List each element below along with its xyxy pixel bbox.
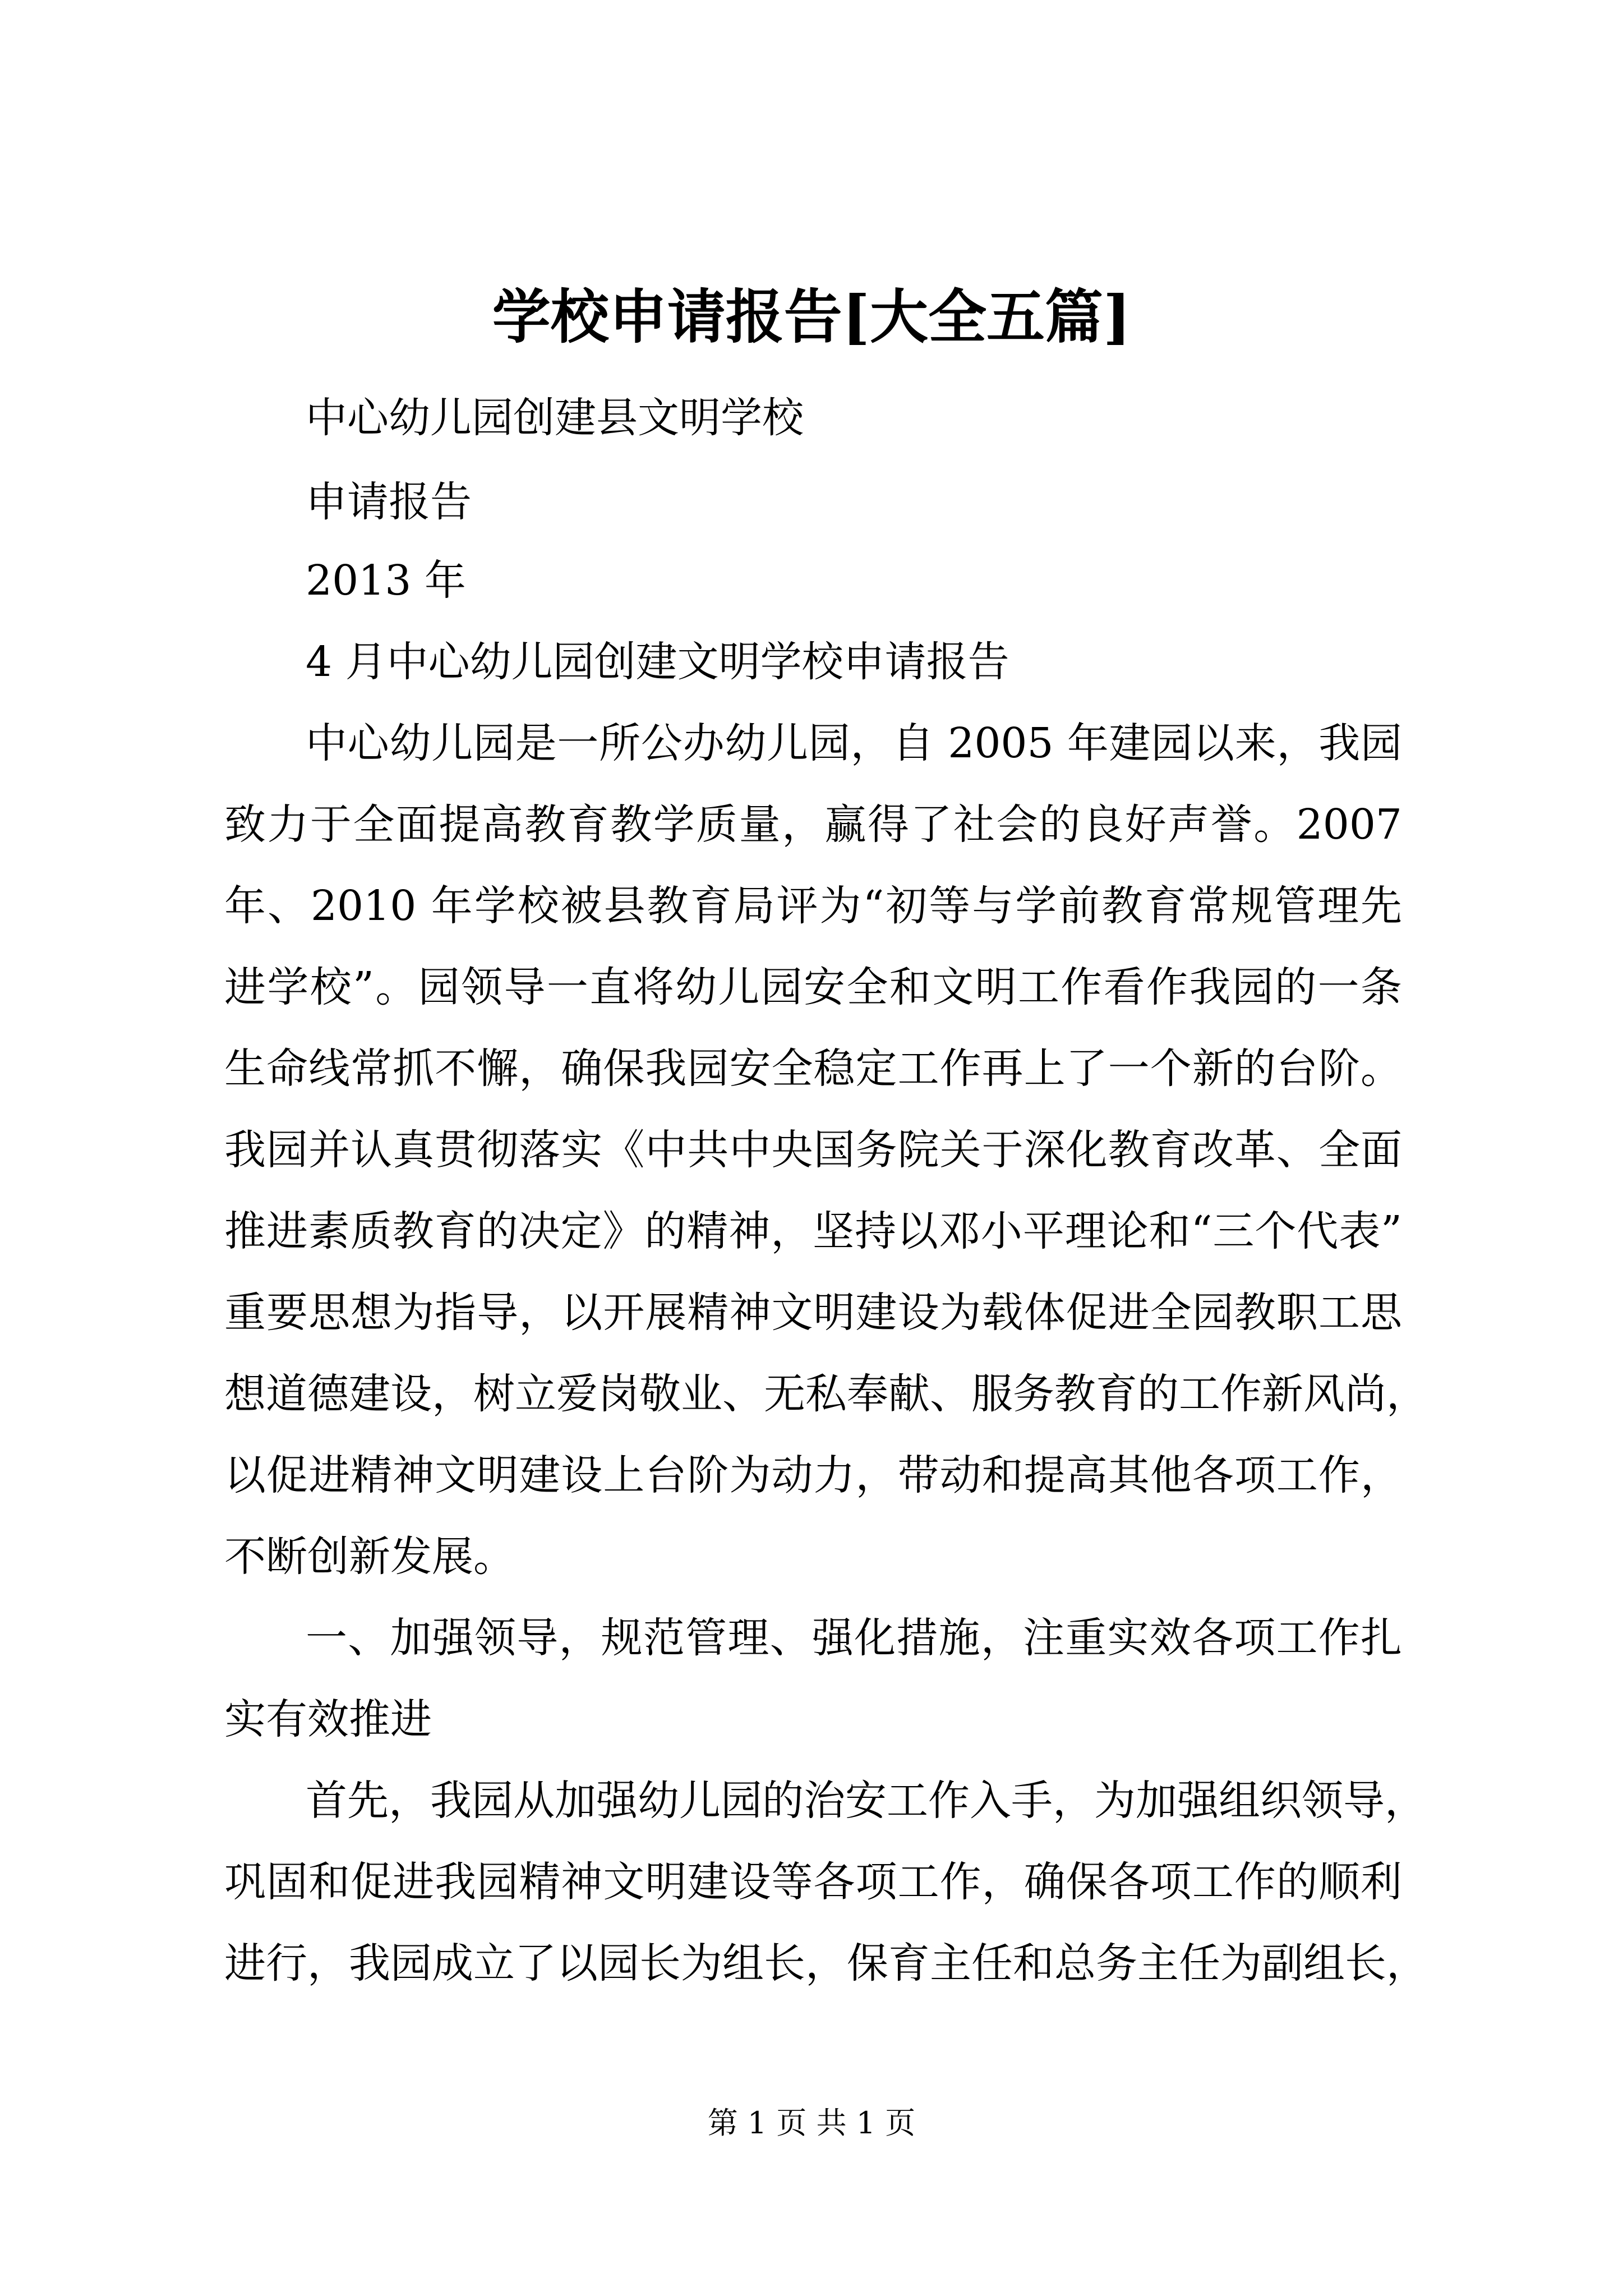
text-line: 4 月中心幼儿园创建文明学校申请报告 <box>306 638 1009 686</box>
text-line: 中心幼儿园是一所公办幼儿园，自 2005 年建园以来，我园 <box>306 719 1402 767</box>
text-line: 一、加强领导，规范管理、强化措施，注重实效各项工作扎 <box>306 1614 1402 1662</box>
text-line: 我园并认真贯彻落实《中共中央国务院关于深化教育改革、全面 <box>224 1126 1402 1174</box>
text-line: 中心幼儿园创建县文明学校 <box>306 394 804 442</box>
page-footer: 第 1 页 共 1 页 <box>707 2105 916 2141</box>
text-line: 2013 年 <box>306 556 466 605</box>
text-line: 重要思想为指导，以开展精神文明建设为载体促进全园教职工思 <box>224 1289 1402 1337</box>
text-line: 首先，我园从加强幼儿园的治安工作入手，为加强组织领导， <box>306 1777 1426 1825</box>
text-line: 年、2010 年学校被县教育局评为“初等与学前教育常规管理先 <box>224 882 1402 930</box>
text-line: 想道德建设，树立爱岗敬业、无私奉献、服务教育的工作新风尚， <box>224 1370 1428 1418</box>
document-title: 学校申请报告[大全五篇] <box>492 282 1131 351</box>
text-line: 进行，我园成立了以园长为组长，保育主任和总务主任为副组长， <box>224 1939 1428 1987</box>
text-line: 实有效推进 <box>224 1695 432 1743</box>
text-line: 生命线常抓不懈，确保我园安全稳定工作再上了一个新的台阶。 <box>224 1045 1402 1093</box>
text-line: 进学校”。园领导一直将幼儿园安全和文明工作看作我园的一条 <box>224 963 1402 1011</box>
text-line: 不断创新发展。 <box>224 1533 515 1581</box>
text-line: 申请报告 <box>306 478 472 526</box>
text-line: 致力于全面提高教育教学质量，赢得了社会的良好声誉。2007 <box>224 800 1402 849</box>
text-line: 巩固和促进我园精神文明建设等各项工作，确保各项工作的顺利 <box>224 1858 1402 1906</box>
text-line: 以促进精神文明建设上台阶为动力，带动和提高其他各项工作， <box>224 1451 1402 1499</box>
text-line: 推进素质教育的决定》的精神，坚持以邓小平理论和“三个代表” <box>224 1207 1402 1255</box>
